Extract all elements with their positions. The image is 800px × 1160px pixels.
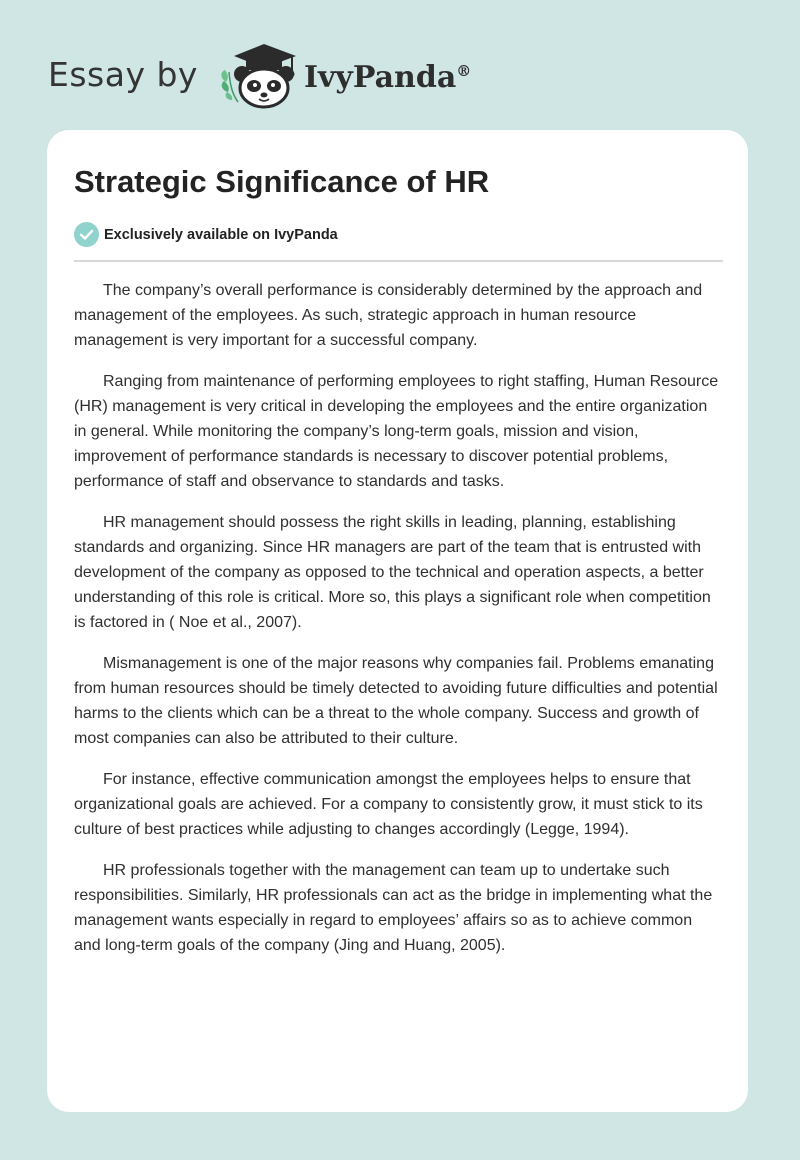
- panda-graduate-icon[interactable]: [216, 38, 300, 110]
- paragraph-4: Mismanagement is one of the major reasons why companies fail. Problems emanating from human resources should be timely detected to avoiding future difficulties and potential harms to the clients which can be a threat to the whole company. Success and growth of most companies can also be attributed to their culture.: [74, 655, 718, 747]
- check-circle-icon: [74, 222, 99, 247]
- site-header: [48, 38, 471, 110]
- essay-body: [74, 278, 723, 974]
- divider: [74, 260, 723, 262]
- paragraph-2: Ranging from maintenance of performing employees to right staffing, Human Resource (HR) management is very critical in developing the employees and the entire organization in general. While monitoring the company’s long-term goals, mission and vision, improvement of performance standards is necessary to discover potential problems, performance of staff and observance to standards and tasks.: [74, 373, 719, 490]
- essay-by-label: Essay by: [48, 54, 198, 94]
- essay-card: [47, 130, 748, 1112]
- paragraph-3: HR management should possess the right skills in leading, planning, establishing standards and organizing. Since HR managers are part of the team that is entrusted with development of the company as opposed to the technical and operation aspects, a better understanding of this role is critical. More so, this plays a significant role when competition is factored in ( Noe et al., 2007).: [74, 514, 711, 631]
- paragraph-1: The company’s overall performance is considerably determined by the approach and management of the employees. As such, strategic approach in human resource management is very important for a successful company.: [74, 282, 703, 349]
- page-title: Strategic Significance of HR: [74, 164, 490, 199]
- exclusive-badge: [74, 222, 338, 247]
- paragraph-6: HR professionals together with the management can team up to undertake such responsibilities. Similarly, HR professionals can act as the bridge in implementing what the management wants especially in regard to employees’ affairs so as to achieve common and long-term goals of the company (Jing and Huang, 2005).: [74, 862, 713, 954]
- registered-mark: ®: [456, 61, 472, 80]
- exclusive-badge-text: Exclusively available on IvyPanda: [104, 226, 338, 243]
- paragraph-5: For instance, effective communication amongst the employees helps to ensure that organizational goals are achieved. For a company to consistently grow, it must stick to its culture of best practices while adjusting to changes accordingly (Legge, 1994).: [74, 771, 703, 838]
- brand-name[interactable]: IvyPanda®: [303, 59, 472, 95]
